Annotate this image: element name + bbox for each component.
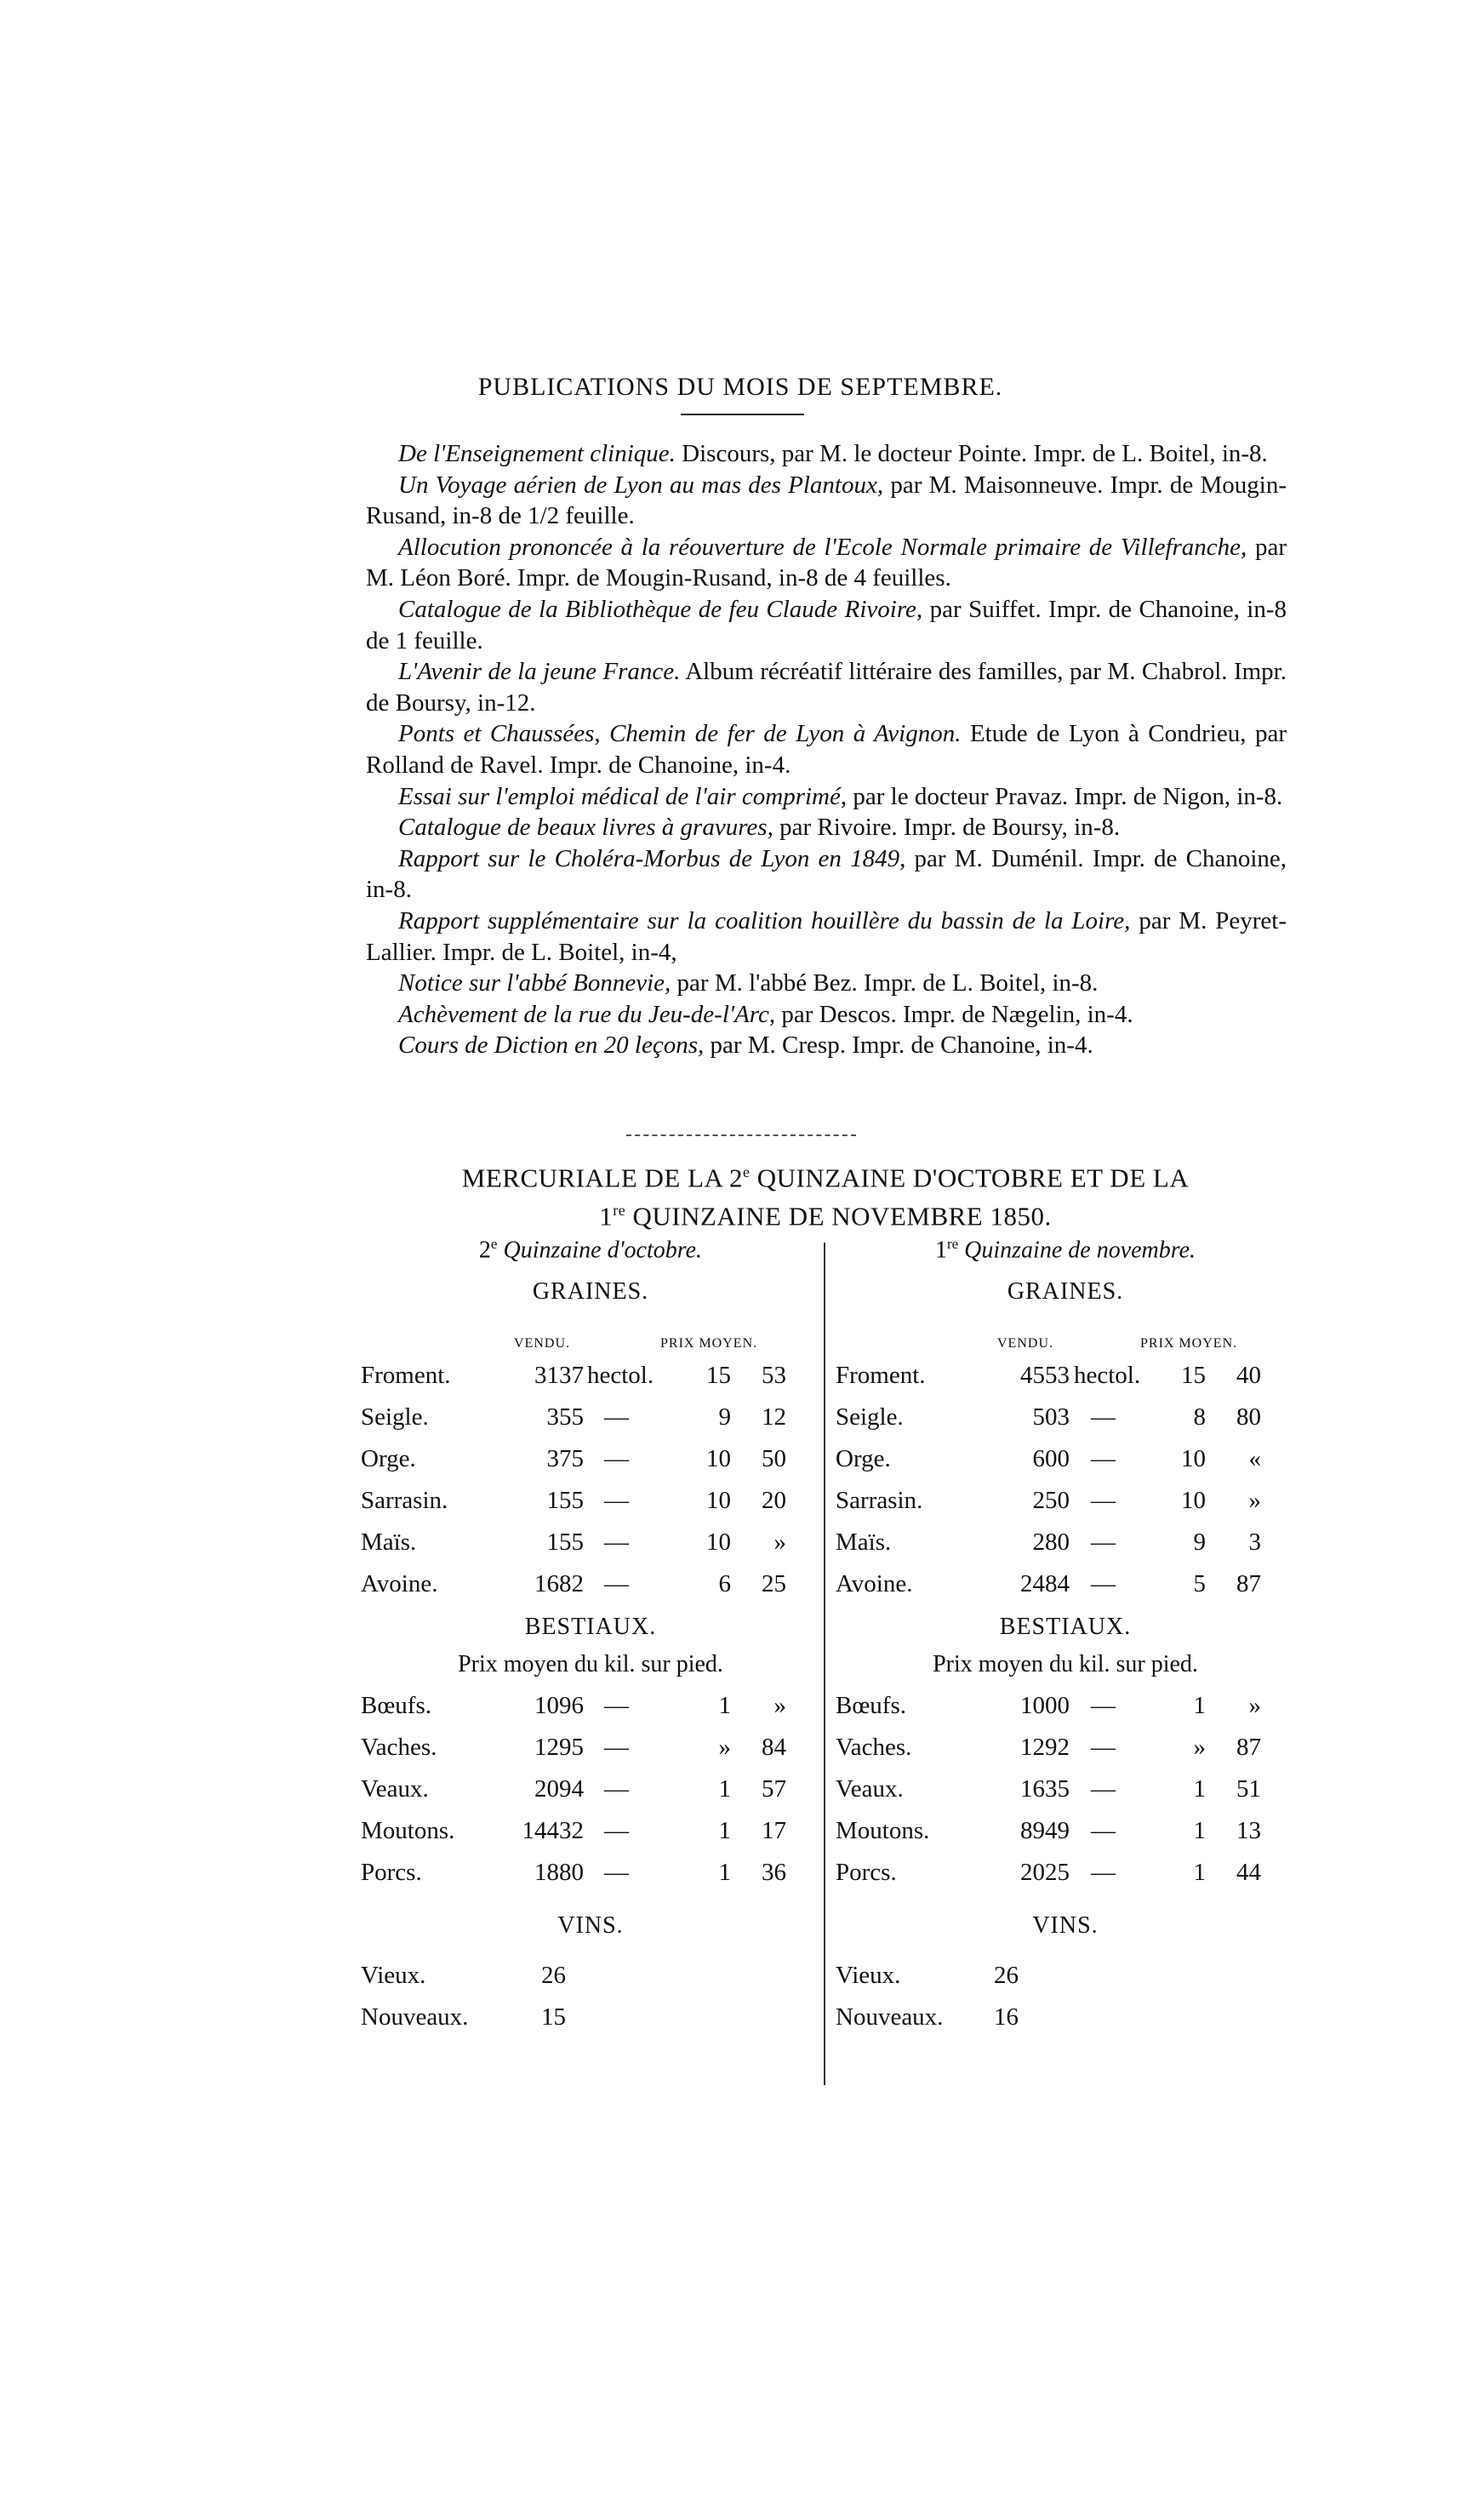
table-cell: « <box>1248 1445 1261 1472</box>
table-row <box>836 1852 1295 1894</box>
table-cell: » <box>1248 1487 1261 1514</box>
table-cell: » <box>773 1692 786 1719</box>
table-cell: — <box>604 1403 629 1431</box>
table-cell: — <box>1091 1445 1116 1472</box>
publication-details: par M. Peyret-Lallier. Impr. de L. Boitel, in-4, <box>366 906 1287 966</box>
table-row <box>361 1810 820 1852</box>
table-cell: — <box>1091 1817 1116 1844</box>
column-headers <box>361 1329 820 1355</box>
table-cell: 1 <box>934 1237 947 1264</box>
table-cell: 87 <box>1236 1570 1261 1597</box>
table-cell: 50 <box>762 1445 786 1472</box>
table-row <box>836 1727 1295 1769</box>
table-cell: Vaches. <box>361 1734 437 1761</box>
graines-heading: GRAINES. <box>1007 1278 1124 1305</box>
vins-heading: VINS. <box>557 1912 624 1939</box>
table-cell: 1 <box>718 1692 731 1719</box>
table-cell: 15 <box>541 2003 566 2031</box>
table-cell: 17 <box>762 1817 786 1844</box>
table-cell: 10 <box>706 1445 731 1472</box>
vendu-header: VENDU. <box>997 1336 1053 1351</box>
table-cell: 10 <box>706 1487 731 1514</box>
table-cell: Veaux. <box>361 1775 429 1803</box>
table-cell: 1292 <box>1020 1734 1070 1761</box>
table-cell: » <box>1193 1734 1206 1761</box>
table-cell: e <box>490 1236 498 1252</box>
table-cell: Bœufs. <box>836 1692 906 1719</box>
publication-details: , par le docteur Pravaz. Impr. de Nigon, in-8. <box>840 782 1283 810</box>
table-cell: 600 <box>1032 1445 1070 1472</box>
table-cell: 8 <box>1193 1403 1206 1431</box>
table-cell: — <box>604 1817 629 1844</box>
graines-heading: GRAINES. <box>532 1278 649 1305</box>
table-cell: 26 <box>994 1962 1019 1989</box>
table-cell: 10 <box>1181 1445 1206 1472</box>
table-cell: hectol. <box>1074 1362 1141 1389</box>
table-cell: QUINZAINE DE NOVEMBRE 1850. <box>625 1201 1052 1231</box>
table-cell: — <box>1091 1403 1116 1431</box>
table-cell: 2484 <box>1020 1570 1070 1597</box>
column-headers <box>836 1329 1295 1355</box>
table-cell: MERCURIALE DE LA 2 <box>461 1163 743 1193</box>
table-cell: — <box>1091 1487 1116 1514</box>
table-cell: 16 <box>994 2003 1019 2031</box>
publication-title: Ponts et Chaussées, Chemin de fer de Lyon à Avignon. <box>398 720 962 748</box>
publications-title: PUBLICATIONS DU MOIS DE SEPTEMBRE. <box>477 373 1003 401</box>
publication-entry <box>366 999 1287 1031</box>
table-cell: 15 <box>706 1362 731 1389</box>
table-cell: 40 <box>1236 1362 1261 1389</box>
publication-details: Etude de Lyon à Condrieu, par Rolland de Ravel. Impr. de Chanoine, in-4. <box>366 720 1287 779</box>
table-cell: 51 <box>1236 1775 1261 1803</box>
publication-title: Notice sur l'abbé Bonnevie, <box>398 969 671 997</box>
table-cell: Sarrasin. <box>836 1487 923 1514</box>
table-cell: 80 <box>1236 1403 1261 1431</box>
table-row <box>836 1438 1295 1480</box>
table-cell: 10 <box>706 1529 731 1556</box>
table-cell: 155 <box>546 1529 584 1556</box>
table-cell: 15 <box>1181 1362 1206 1389</box>
table-cell: — <box>1091 1734 1116 1761</box>
table-row <box>361 1769 820 1810</box>
table-row <box>836 1480 1295 1522</box>
table-cell: 1096 <box>534 1692 584 1719</box>
bestiaux-heading: BESTIAUX. <box>999 1614 1132 1640</box>
table-cell: Porcs. <box>361 1859 422 1886</box>
table-cell: Seigle. <box>361 1403 429 1431</box>
prix-moyen-header: PRIX MOYEN. <box>1140 1336 1238 1351</box>
publication-title: Allocution prononcée à la réouverture de l'Ecole Normale primaire de Villefranche, <box>398 533 1247 561</box>
table-cell: — <box>1091 1570 1116 1597</box>
table-cell: — <box>604 1570 629 1597</box>
table-cell: Veaux. <box>836 1775 904 1803</box>
table-row <box>361 1852 820 1894</box>
table-cell: — <box>1091 1775 1116 1803</box>
publication-title: De l'Enseignement clinique. <box>398 440 676 467</box>
publication-details: Album récréatif littéraire des familles, par M. Chabrol. Impr. de Boursy, in-12. <box>366 658 1287 717</box>
publication-entry <box>366 594 1287 656</box>
table-cell: 3 <box>1248 1529 1261 1556</box>
publication-entry <box>366 843 1287 906</box>
table-cell: 1635 <box>1020 1775 1070 1803</box>
bestiaux-subtitle: Prix moyen du kil. sur pied. <box>933 1651 1198 1677</box>
table-row <box>836 1955 1295 1997</box>
publication-details: , par Descos. Impr. de Nægelin, in-4. <box>768 1000 1133 1028</box>
table-cell: — <box>604 1529 629 1556</box>
table-cell: hectol. <box>587 1362 654 1389</box>
table-row <box>836 1522 1295 1563</box>
table-cell: Moutons. <box>836 1817 930 1844</box>
table-cell: — <box>604 1859 629 1886</box>
table-cell: 36 <box>762 1859 786 1886</box>
table-cell: 9 <box>718 1403 731 1431</box>
publication-title: Catalogue de beaux livres à gravures, <box>398 814 773 842</box>
november-column <box>836 1236 1295 2038</box>
publication-details: par M. l'abbé Bez. Impr. de L. Boitel, in-8. <box>671 969 1099 997</box>
table-cell: e <box>742 1163 751 1180</box>
table-cell: — <box>604 1445 629 1472</box>
table-cell: 2025 <box>1020 1859 1070 1886</box>
table-cell: 1 <box>1193 1817 1206 1844</box>
table-cell: Bœufs. <box>361 1692 431 1719</box>
table-cell: 10 <box>1181 1487 1206 1514</box>
table-cell: Maïs. <box>836 1529 892 1556</box>
table-cell: 1682 <box>534 1570 584 1597</box>
table-cell: Moutons. <box>361 1817 455 1844</box>
bestiaux-heading: BESTIAUX. <box>524 1614 657 1640</box>
publication-title: Rapport supplémentaire sur la coalition houillère du bassin de la Loire, <box>398 906 1131 934</box>
table-cell: — <box>1091 1529 1116 1556</box>
column-heading <box>836 1236 1295 1273</box>
publication-entry <box>366 906 1287 968</box>
publication-details: par Suiffet. Impr. de Chanoine, in-8 de 1 feuille. <box>366 595 1287 654</box>
table-cell: 57 <box>762 1775 786 1803</box>
table-cell: — <box>1091 1692 1116 1719</box>
table-cell: 84 <box>762 1734 786 1761</box>
table-cell: 13 <box>1236 1817 1261 1844</box>
table-cell: 1 <box>599 1201 614 1231</box>
table-cell: 1 <box>1193 1692 1206 1719</box>
publication-details: par M. Léon Boré. Impr. de Mougin-Rusand, in-8 de 4 feuilles. <box>366 533 1287 592</box>
prix-moyen-header: PRIX MOYEN. <box>660 1336 758 1351</box>
table-cell: 6 <box>718 1570 731 1597</box>
table-cell: 1 <box>718 1775 731 1803</box>
table-row <box>836 1563 1295 1605</box>
publication-title: L'Avenir de la jeune France. <box>398 658 681 686</box>
table-cell: re <box>946 1236 959 1252</box>
table-cell: 3137 <box>534 1362 584 1389</box>
table-cell: Porcs. <box>836 1859 897 1886</box>
table-cell: » <box>773 1529 786 1556</box>
mercuriale-title <box>366 1156 1285 1233</box>
table-cell: — <box>604 1487 629 1514</box>
table-cell: Avoine. <box>836 1570 913 1597</box>
table-cell: Vaches. <box>836 1734 912 1761</box>
table-cell: 44 <box>1236 1859 1261 1886</box>
table-cell: Nouveaux. <box>836 2003 944 2031</box>
publication-title: Essai sur l'emploi médical de l'air comprimé <box>398 782 841 810</box>
table-row <box>836 1355 1295 1397</box>
table-cell: Avoine. <box>361 1570 438 1597</box>
table-cell: 12 <box>762 1403 786 1431</box>
table-cell: — <box>1091 1859 1116 1886</box>
table-cell: QUINZAINE D'OCTOBRE ET DE LA <box>750 1163 1190 1193</box>
october-column <box>361 1236 820 2038</box>
publication-title: Cours de Diction en 20 leçons, <box>398 1031 705 1060</box>
table-cell: 8949 <box>1020 1817 1070 1844</box>
section-rule <box>626 1134 856 1136</box>
publication-details: Discours, par M. le docteur Pointe. Impr. de L. Boitel, in-8. <box>675 440 1268 467</box>
table-cell: 503 <box>1032 1403 1070 1431</box>
title-rule <box>681 414 804 415</box>
publication-entry <box>366 532 1287 594</box>
table-row <box>836 1769 1295 1810</box>
table-cell: 2 <box>478 1237 491 1264</box>
table-row <box>361 1955 820 1997</box>
table-cell: » <box>718 1734 731 1761</box>
table-cell: Seigle. <box>836 1403 904 1431</box>
table-cell: 26 <box>541 1962 566 1989</box>
table-row <box>361 1997 820 2038</box>
table-cell: 1880 <box>534 1859 584 1886</box>
table-row <box>836 1397 1295 1438</box>
table-cell: Vieux. <box>836 1962 901 1989</box>
publication-entry <box>366 968 1287 999</box>
table-cell: 355 <box>546 1403 584 1431</box>
table-cell: Vieux. <box>361 1962 426 1989</box>
table-cell: Froment. <box>361 1362 451 1389</box>
table-cell: 4553 <box>1020 1362 1070 1389</box>
table-row <box>361 1397 820 1438</box>
table-cell: — <box>604 1734 629 1761</box>
vins-heading: VINS. <box>1032 1912 1099 1939</box>
table-cell: 1 <box>718 1859 731 1886</box>
column-heading <box>361 1236 820 1273</box>
publication-entry <box>366 781 1287 813</box>
table-cell: re <box>613 1202 626 1220</box>
table-row <box>836 1997 1295 2038</box>
table-row <box>361 1685 820 1727</box>
table-cell: 20 <box>762 1487 786 1514</box>
publication-entry <box>366 1030 1287 1061</box>
table-row <box>361 1438 820 1480</box>
table-cell: 53 <box>762 1362 786 1389</box>
table-cell: Quinzaine de novembre. <box>958 1237 1196 1264</box>
table-cell: 14432 <box>522 1817 584 1844</box>
table-cell: 1 <box>1193 1859 1206 1886</box>
table-cell: 155 <box>546 1487 584 1514</box>
table-cell: Nouveaux. <box>361 2003 469 2031</box>
table-cell: Orge. <box>361 1445 416 1472</box>
publication-entry <box>366 718 1287 780</box>
table-cell: Quinzaine d'octobre. <box>497 1237 703 1264</box>
table-row <box>361 1480 820 1522</box>
publication-entry <box>366 470 1287 532</box>
table-cell: 1295 <box>534 1734 584 1761</box>
table-row <box>836 1685 1295 1727</box>
publication-entry <box>366 656 1287 718</box>
table-cell: Sarrasin. <box>361 1487 448 1514</box>
table-row <box>361 1355 820 1397</box>
table-row <box>361 1522 820 1563</box>
table-cell: 375 <box>546 1445 584 1472</box>
table-cell: 1 <box>718 1817 731 1844</box>
publication-title: Un Voyage aérien de Lyon au mas des Plantoux, <box>398 471 884 499</box>
table-cell: — <box>604 1692 629 1719</box>
publication-details: par M. Cresp. Impr. de Chanoine, in-4. <box>704 1031 1093 1060</box>
publication-entry <box>366 812 1287 843</box>
table-cell: 9 <box>1193 1529 1206 1556</box>
table-cell: Maïs. <box>361 1529 417 1556</box>
table-cell: 1 <box>1193 1775 1206 1803</box>
table-cell: 250 <box>1032 1487 1070 1514</box>
publication-details: par Rivoire. Impr. de Boursy, in-8. <box>773 814 1121 842</box>
table-cell: 87 <box>1236 1734 1261 1761</box>
publication-details: par M. Duménil. Impr. de Chanoine, in-8. <box>366 844 1287 904</box>
publication-entry <box>366 438 1287 470</box>
publication-title: Achèvement de la rue du Jeu-de-l'Arc <box>398 1000 769 1028</box>
column-divider <box>824 1243 825 2085</box>
publication-title: Catalogue de la Bibliothèque de feu Claude Rivoire, <box>398 595 923 623</box>
table-cell: Froment. <box>836 1362 926 1389</box>
table-cell: 1000 <box>1020 1692 1070 1719</box>
vendu-header: VENDU. <box>514 1336 570 1351</box>
table-row <box>361 1727 820 1769</box>
table-row <box>361 1563 820 1605</box>
table-cell: Orge. <box>836 1445 891 1472</box>
table-cell: » <box>1248 1692 1261 1719</box>
publication-details: par M. Maisonneuve. Impr. de Mougin-Rusand, in-8 de 1/2 feuille. <box>366 471 1287 530</box>
bestiaux-subtitle: Prix moyen du kil. sur pied. <box>458 1651 723 1677</box>
table-cell: 2094 <box>534 1775 584 1803</box>
publications-list <box>366 438 1287 1061</box>
table-cell: — <box>604 1775 629 1803</box>
table-cell: 25 <box>762 1570 786 1597</box>
table-row <box>836 1810 1295 1852</box>
publication-title: Rapport sur le Choléra-Morbus de Lyon en 1849, <box>398 844 906 872</box>
table-cell: 280 <box>1032 1529 1070 1556</box>
table-cell: 5 <box>1193 1570 1206 1597</box>
